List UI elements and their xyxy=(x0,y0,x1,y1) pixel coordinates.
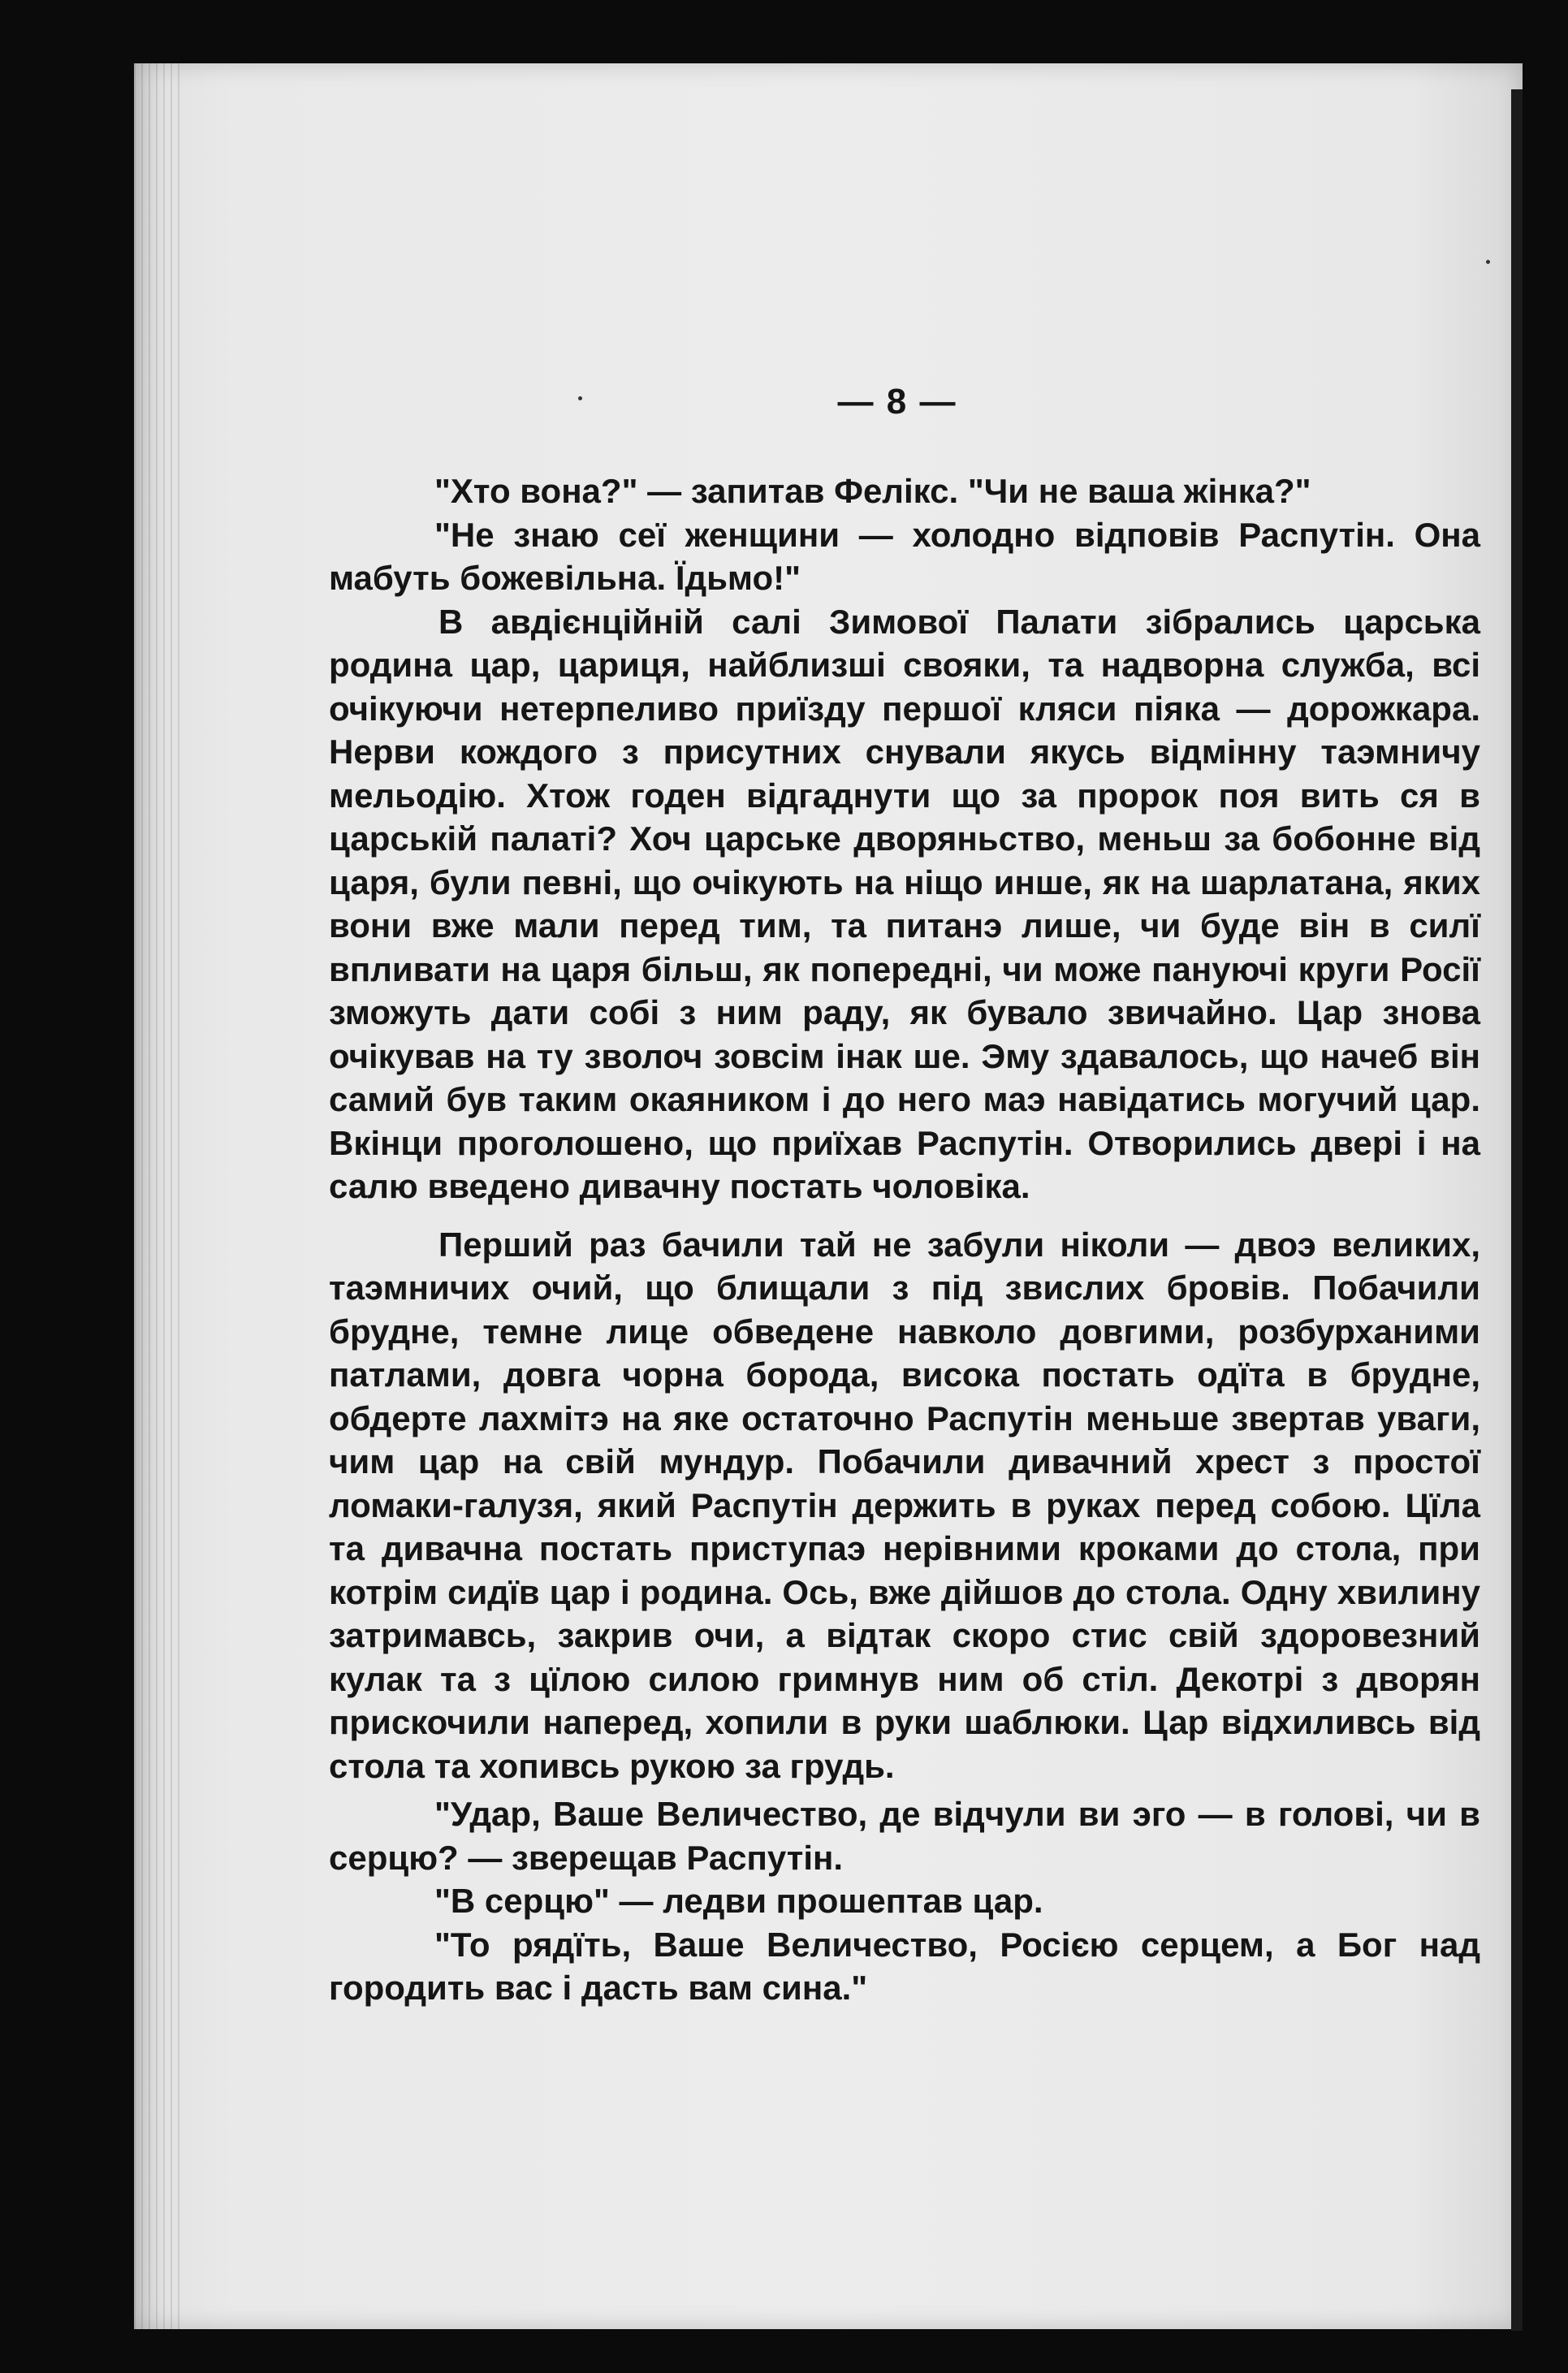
paragraph: "Не знаю сеї женщини — холодно відповів Распутін. Она мабуть божевільна. Їдьмо!" xyxy=(329,515,1480,597)
paragraph: "Удар, Ваше Величество, де відчули ви эго — в голові, чи в серцю? — зверещав Распутін. xyxy=(329,1795,1480,1877)
paragraph: "В серцю" — ледви прошептав цар. xyxy=(434,1882,1043,1920)
paragraph: Перший раз бачили тай не забули ніколи — двоэ великих, таэмничих очий, що блищали з під звислих бровів. Побачили брудне, темне лице обведене навколо довгими, розбурханими патлами, довга чорна борода, висока постать одїта в брудне, обдерте лахмітэ на яке остаточно Распутін меньше звертав уваги, чим цар на свій мундур. Побачили дивачний хрест з простої ломаки-галузя, який Распутін держить в руках перед собою. Цїла та дивачна постать приступаэ нерівними кроками до стола, при котрім сидїв цар і родина. Ось, вже дійшов до стола. Одну хвилину затримавсь, закрив очи, а відтак скоро стис свій здоровезний кулак та з цїлою силою гримнув ним об стіл. Декотрі з дворян прискочили наперед, хопили в руки шаблюки. Цар відхиливсь від стола та хопивсь рукою за грудь. xyxy=(329,1225,1480,1785)
paragraph: "Хто вона?" — запитав Фелікс. "Чи не ваша жінка?" xyxy=(434,472,1311,510)
paragraph: В авдієнційній салі Зимової Палати зібрались царська родина цар, цариця, найблизші свояки, та надворна служба, всі очікуючи нетерпеливо приїзду першої кляси піяка — дорожкара. Нерви кождого з присутних снували якусь відмінну таэмничу мельодію. Хтож годен відгаднути що за пророк поя вить ся в царській палаті? Хоч царське дворяньство, меньш за бобонне від царя, були певні, що очікують на ніщо инше, як на шарлатана, яких вони вже мали перед тим, та питанэ лише, чи буде він в силї впливати на царя більш, як попередні, чи може пануючі круги Росії зможуть дати собі з ним раду, як бувало звичайно. Цар знова очікував на ту зволоч зовсім інак ше. Эму здавалось, що начеб він самий був таким окаяником і до него маэ навідатись могучий цар. Вкінци проголошено, що приїхав Распутін. Отворились двері і на салю введено дивачну постать чоловіка. xyxy=(329,602,1480,1205)
body-text xyxy=(329,469,1480,2010)
dust-speck xyxy=(1486,260,1490,264)
paragraph: "То рядїть, Ваше Величество, Росією серцем, а Бог над городить вас і дасть вам сина." xyxy=(329,1925,1480,2007)
page-binding-shadow xyxy=(1511,89,1523,2331)
page-number: — 8 — xyxy=(837,382,957,421)
